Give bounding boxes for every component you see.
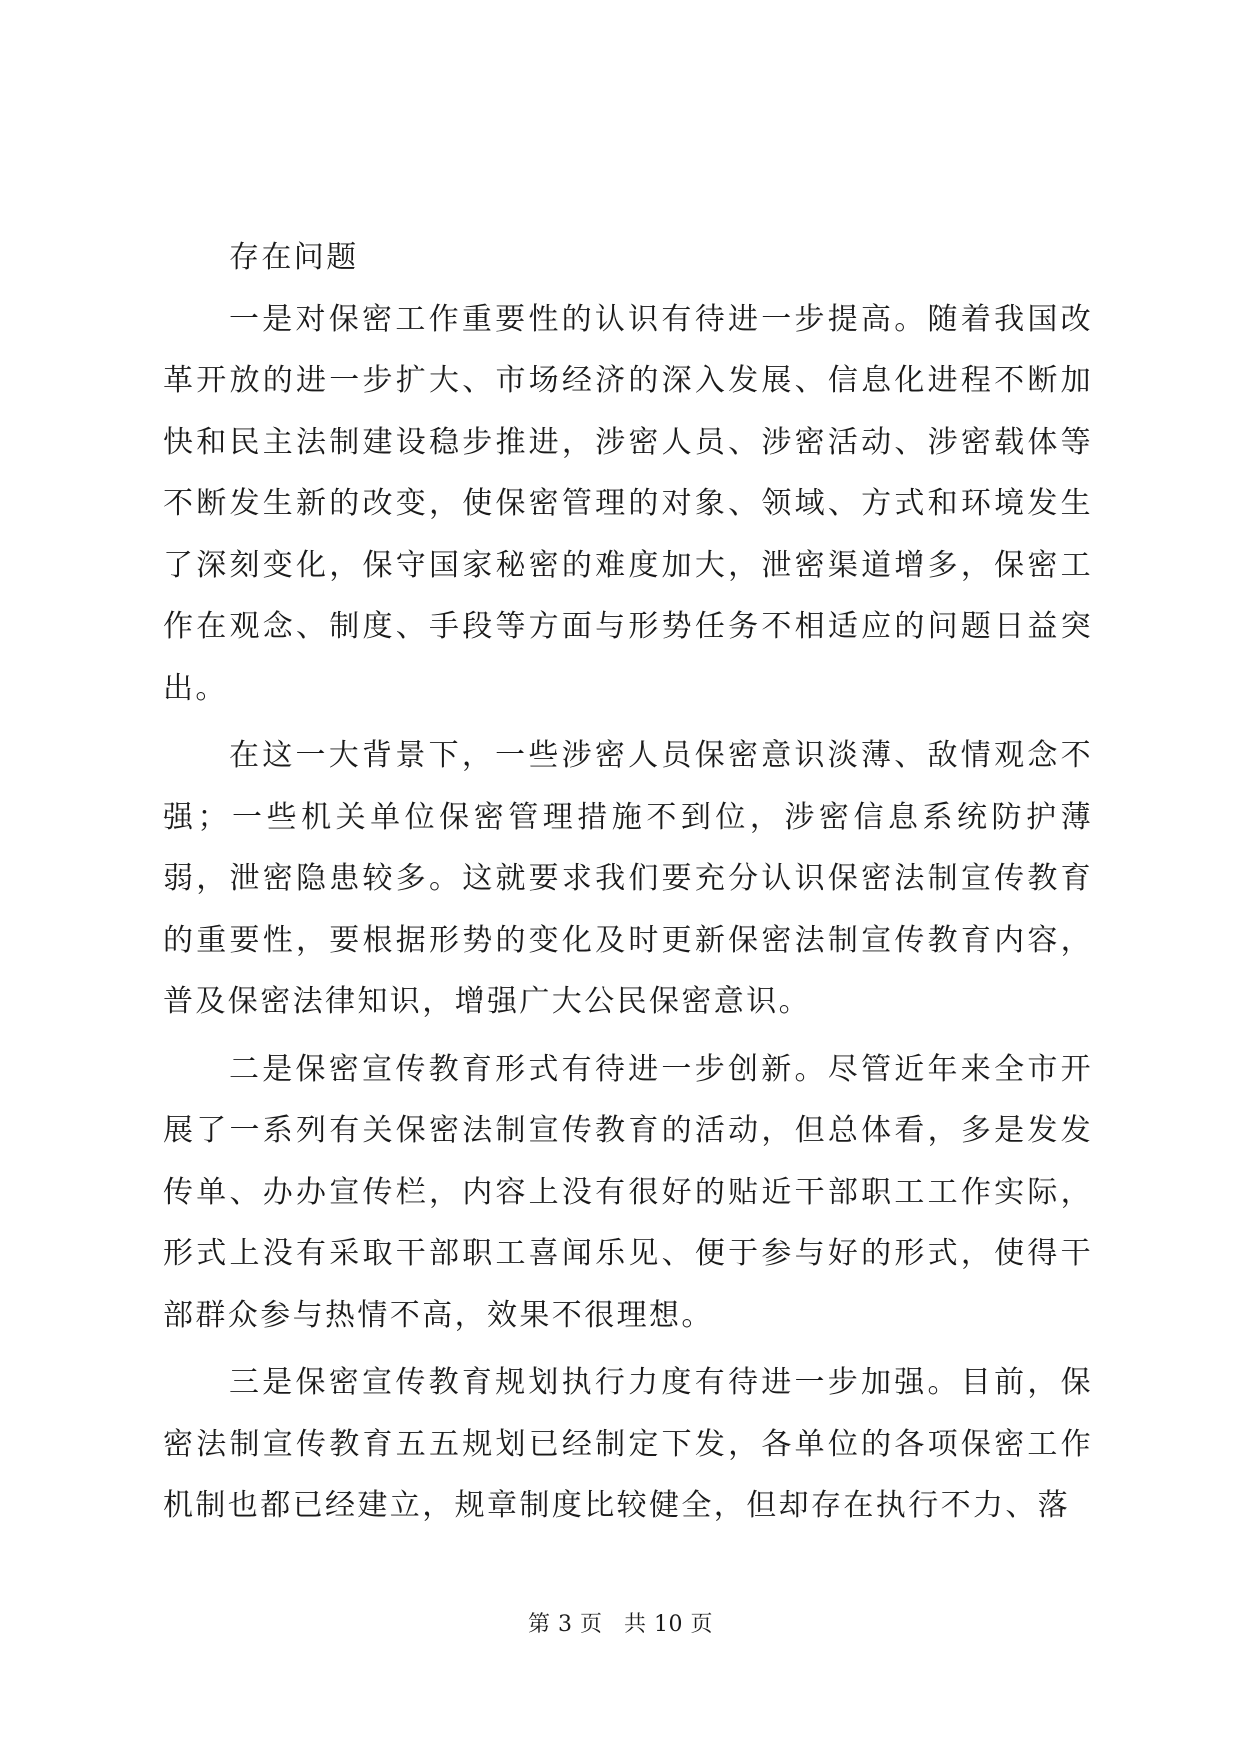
paragraph-4: 三是保密宣传教育规划执行力度有待进一步加强。目前，保密法制宣传教育五五规划已经制定下发，各单位的各项保密工作机制也都已经建立，规章制度比较健全，但却存在执行不力、落 (163, 1365, 1093, 1523)
total-pages: 共 10 页 (624, 1612, 713, 1637)
paragraph-2: 在这一大背景下，一些涉密人员保密意识淡薄、敌情观念不强；一些机关单位保密管理措施不到位，涉密信息系统防护薄弱，泄密隐患较多。这就要求我们要充分认识保密法制宣传教育的重要性，要根据形势的变化及时更新保密法制宣传教育内容，普及保密法律知识，增强广大公民保密意识。 (163, 738, 1093, 1019)
page-number: 第 3 页 (528, 1612, 603, 1637)
paragraph-3: 二是保密宣传教育形式有待进一步创新。尽管近年来全市开展了一系列有关保密法制宣传教育的活动，但总体看，多是发发传单、办办宣传栏，内容上没有很好的贴近干部职工工作实际，形式上没有采取干部职工喜闻乐见、便于参与好的形式，使得干部群众参与热情不高，效果不很理想。 (163, 1051, 1093, 1333)
document-body (163, 227, 1093, 1537)
section-heading: 存在问题 (229, 240, 359, 275)
paragraph-1: 一是对保密工作重要性的认识有待进一步提高。随着我国改革开放的进一步扩大、市场经济的深入发展、信息化进程不断加快和民主法制建设稳步推进，涉密人员、涉密活动、涉密载体等不断发生新的改变，使保密管理的对象、领域、方式和环境发生了深刻变化，保守国家秘密的难度加大，泄密渠道增多，保密工作在观念、制度、手段等方面与形势任务不相适应的问题日益突出。 (163, 301, 1093, 706)
page-footer (0, 1610, 1241, 1640)
